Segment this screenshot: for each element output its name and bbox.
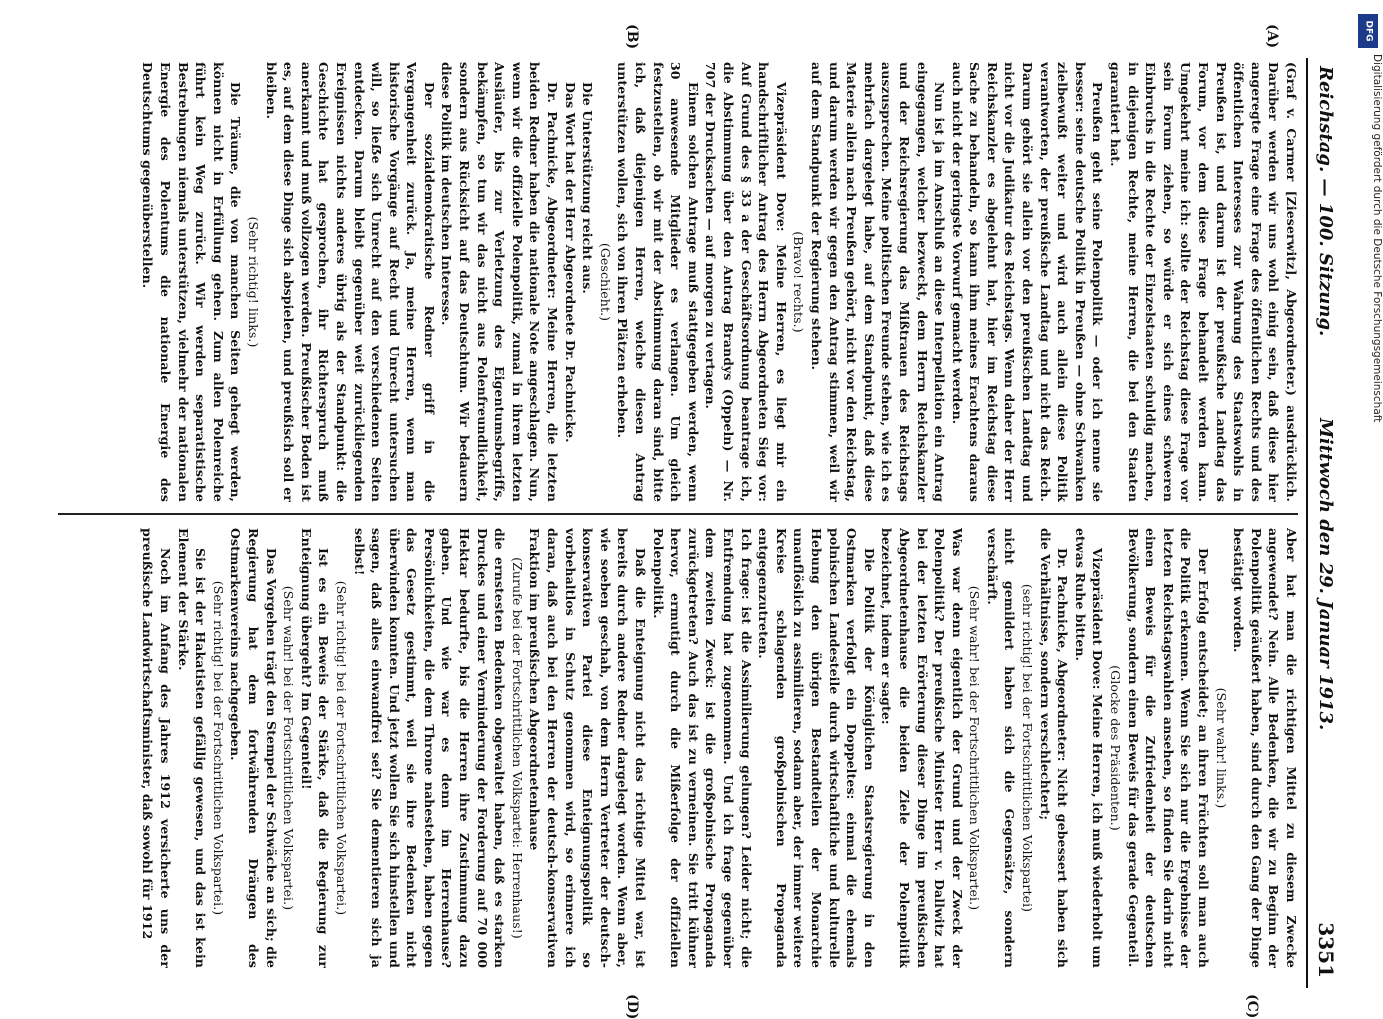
paragraph: Ist es ein Beweis der Stärke, daß die Regierung zur Enteignung übergeht? Im Gegenteil! <box>298 528 332 968</box>
paragraph: Das Wort hat der Herr Abgeordnete Dr. Pachnicke. <box>562 82 578 443</box>
paragraph: Der sozialdemokratische Redner griff in die Vergangenheit zurück. Ja, meine Herren, wenn man historische Vorgänge auf Recht und Unrecht untersuchen will, so lieẞe sich Unrecht auf den verschiedenen Seiten entdecken. Darum bleibt gegenüber weit zurückliegenden Ereignissen nichts anderes übrig als der Standpunkt: die Geschichte hat gesprochen, ihr Richterspruch muß anerkannt und muß vollzogen werden. Preußischer Boden ist es, auf dem diese Dinge sich abspielen, und preußisch soll er bleiben. <box>263 62 437 502</box>
paragraph: Was war denn eigentlich der Grund und der Zweck der Polenpolitik? Der preußische Minister Herr v. Dallwitz hat bei der letzten Erörterung dieser Dinge im preußischen Abgeordnetenhause die beiden Ziele der Polenpolitik bezeichnet, indem er sagte: <box>879 528 965 968</box>
right-text-column <box>65 528 1300 968</box>
paragraph: Die Träume, die von manchen Seiten gehegt werden, können nicht in Erfüllung gehen. Zum allen Polenreiche führt kein Weg zurück. Wir werden separatistische Bestrebungen niemals unterstützen, vielmehr der nationalen Energie des Polentums die nationale Energie des Deutschtums gegenüberstellen. <box>140 62 244 502</box>
paragraph: Ich frage: ist die Assimilierung gelungen? Leider nicht; die Entfremdung hat zugenommen. Und ich frage gegenüber dem zweiten Zweck: ist die großpolnische Propaganda zurückgetreten? Auch das ist zu verneinen. Sie tritt kühner hervor, ermutigt durch die Mißerfolge der offiziellen Polenpolitik. <box>650 528 754 968</box>
column-divider <box>58 513 1298 515</box>
rotated-page <box>40 24 1340 1019</box>
paragraph: (Graf v. Carmer [Zieserwitz], Abgeordneter.) ausdrücklich. Darüber werden wir uns wohl einig sein, daß diese hier angeregte Frage eine Frage des öffentlichen Rechts und des öffentlichen Interesses zur Wahrung des Staatswohls in Preußen ist, und darum ist der preußische Landtag das Forum, vor dem diese Frage behandelt werden kann. Umgekehrt meine ich: sollte der Reichstag diese Frage vor sein Forum ziehen, so würde er sich eines schweren Einbruchs in die Rechte der Einzelstaaten schuldig machen, in diejenigen Rechte, meine Herren, die bei den Staaten garantiert hat. <box>1108 62 1299 502</box>
paragraph: Dr. Pachnicke, Abgeordneter: Nicht gebessert haben sich die Verhältnisse, sondern verschlechtert; <box>1037 528 1071 968</box>
paragraph: (Geschieht.) <box>597 242 613 322</box>
margin-marker-b: (B) <box>624 24 640 50</box>
margin-marker-c: (C) <box>1244 994 1260 1019</box>
paragraph: (Sehr richtig! links.) <box>245 216 261 348</box>
left-text-column <box>65 62 1300 502</box>
paragraph: Daß die Enteignung nicht das richtige Mittel war, ist bereits durch andere Redner dargelegt worden. Wenn aber, wie soeben geschah, von dem Herrn Vertreter der deutsch-konservativen Partei diese Enteignungspolitik so vorbehaltlos in Schutz genommen wird, so erinnere ich daran, daß auch bei den Herren der deutsch-konservativen Fraktion im preußischen Abgeordnetenhause <box>527 528 649 968</box>
page-header <box>1306 58 1340 988</box>
paragraph: (Glocke des Präsidenten.) <box>1108 665 1124 831</box>
paragraph: die ernstesten Bedenken obgewaltet haben, daß es starken Druckes und einer Verminderung der Forderung auf 70 000 Hektar bedurfte, bis die Herren ihre Zustimmung dazu gaben. Und wie war es denn im Herrenhause? Persönlichkeiten, die dem Throne nahestehen, haben gegen das Gesetz gestimmt, weil sie ihre Bedenken nicht überwinden konnten. Und jetzt wollen Sie sich hinstellen und sagen, daß alles einwandfrei sei? Sie dementieren sich ja selbst! <box>351 528 508 968</box>
paragraph: (Zurufe bei der Fortschrittlichen Volkspartei: Herrenhaus!) <box>509 557 525 939</box>
paragraph: (Sehr wahr! links.) <box>1213 687 1229 809</box>
paragraph: Aber hat man die richtigen Mittel zu diesem Zwecke angewendet? Nein. Alle Bedenken, die wir zu Beginn der Polenpolitik geäußert haben, sind durch den Gang der Dinge bestätigt worden. <box>1231 528 1299 968</box>
running-head-left: Reichstag. — 100. Sitzung. <box>1315 66 1336 337</box>
dfg-logo: DFG <box>1358 14 1378 48</box>
paragraph: (sehr richtig! bei der Fortschrittlichen Volkspartei) <box>1020 583 1036 913</box>
margin-marker-a: (A) <box>1264 24 1280 49</box>
paragraph: Vizepräsident Dove: Meine Herren, ich muß wiederholt um etwas Ruhe bitten. <box>1072 528 1106 968</box>
running-head-center: Mittwoch den 29. Januar 1913. <box>1315 418 1336 731</box>
paragraph: (Sehr richtig! bei der Fortschrittlichen Volkspartei.) <box>210 580 226 916</box>
paragraph: Nun ist ja im Anschluß an diese Interpellation ein Antrag eingegangen, welcher bezweckt, dem Herrn Reichskanzler und der Reichsregierung das Mißtrauen des Reichstags auszusprechen. Meine politischen Freunde stehen, wie ich es mehrfach dargelegt habe, auf dem Standpunkt, daß diese Materie allein nach Preußen gehört, nicht vor den Reichstag, und darum werden wir gegen den Antrag stimmen, weil wir auf dem Standpunkt der Regierung stehen. <box>808 62 948 502</box>
margin-marker-d: (D) <box>624 994 640 1019</box>
digitization-stamp <box>1353 10 1383 990</box>
paragraph: Noch im Anfang des Jahres 1912 versicherte uns der preußische Landwirtschaftsminister, daß sowohl für 1912 <box>140 528 173 968</box>
paragraph: Sie ist der Hakatisten gefällig gewesen, und das ist kein Element der Stärke. <box>175 528 209 968</box>
paragraph: Die Politik der Königlichen Staatsregierung in den Ostmarken verfolgt ein Doppeltes: einmal die ehemals polnischen Landesteile durch wirtschaftliche und kulturelle Hebung den übrigen Bestandteilen der Monarchie unauflöslich zu assimilieren, sodann aber, der immer weitere Kreise schlagenden großpolnischen Propaganda entgegenzutreten. <box>756 528 877 968</box>
paragraph: Einem solchen Antrage muß stattgegeben werden, wenn 30 anwesende Mitglieder es verlangen. Um gleich festzustellen, ob wir mit der Abstimmung daran sind, bitte ich, daß diejenigen Herren, welche diesen Antrag unterstützen wollen, sich von ihren Plätzen erheben. <box>615 62 701 502</box>
header-rule <box>1306 58 1308 988</box>
paragraph: (Sehr richtig! bei der Fortschrittlichen Volkspartei.) <box>333 580 349 916</box>
paragraph: Die Unterstützung reicht aus. <box>580 82 596 294</box>
page-number: 3351 <box>1314 922 1338 978</box>
paragraph: Vizepräsident Dove: Meine Herren, es liegt mir ein handschriftlicher Antrag des Herrn Abgeordneten Sieg vor: Auf Grund des § 33 a der Geschäftsordnung beantrage ich, die Abstimmung über den Antrag Brandys (Oppeln) — Nr. 707 der Drucksachen — auf morgen zu vertagen. <box>703 62 789 502</box>
paragraph: (Sehr wahr! bei der Fortschrittlichen Volkspartei.) <box>967 585 983 911</box>
digitization-notice: Digitalisierung gefördert durch die Deutsche Forschungsgemeinschaft <box>1371 54 1383 423</box>
paragraph: nicht gemildert haben sich die Gegensätze, sondern verschärft. <box>984 528 1018 968</box>
paragraph: Der Erfolg entscheidet; an ihren Früchten soll man auch die Politik erkennen. Wenn Sie sich nur die Ergebnisse der letzten Reichstagswahlen ansehen, so finden Sie darin nicht einen Beweis für die Zufriedenheit der deutschen Bevölkerung, sondern einen Beweis für das gerade Gegenteil. <box>1125 528 1212 968</box>
paragraph: Preußen geht seine Polenpolitik — oder ich nenne sie besser: seine deutsche Politik in Preußen — ohne Schwanken zielbewußt weiter und wird auch allein diese Politik verantworten, der preußische Landtag und nicht das Reich. Darum gehört sie allein vor den preußischen Landtag und nicht vor die Judikatur des Reichstags. Wenn daher der Herr Reichskanzler es abgelehnt hat, hier im Reichstag diese Sache zu behandeln, so kann ihm meines Erachtens daraus auch nicht der geringste Vorwurf gemacht werden. <box>949 62 1106 502</box>
paragraph: (Bravo! rechts.) <box>791 231 807 333</box>
paragraph: Das Vorgehen trägt den Stempel der Schwäche an sich; die Regierung hat dem fortwährenden Drängen des Ostmarkenvereins nachgegeben. <box>228 528 279 968</box>
paragraph: (Sehr wahr! bei der Fortschrittlichen Volkspartei.) <box>281 585 297 911</box>
paragraph: Dr. Pachnicke, Abgeordneter: Meine Herren, die letzten beiden Redner haben die nationale Note angeschlagen. Nun, wenn wir die offizielle Polenpolitik, zumal in ihrem letzten Ausläufer, bis zur Verletzung des Eigentumsbegriffs, bekämpfen, so tun wir das nicht aus Polenfreundlichkeit, sondern aus Rücksicht auf das Deutschtum. Wir bedauern diese Politik im deutschen Interesse. <box>439 62 561 502</box>
